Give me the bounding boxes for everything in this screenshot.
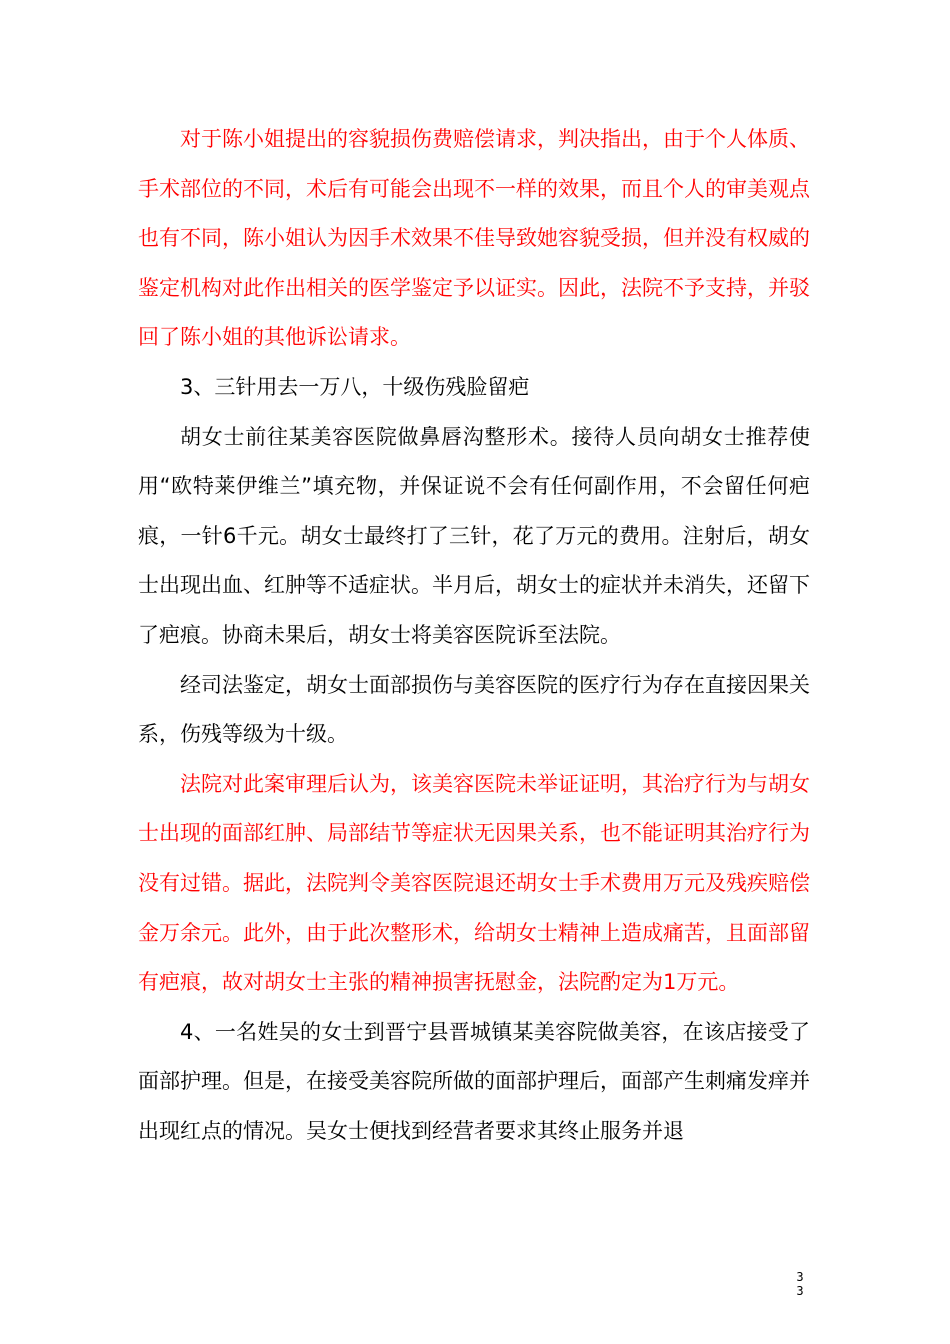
paragraph-case-4: 4、一名姓吴的女士到晋宁县晋城镇某美容院做美容，在该店接受了面部护理。但是，在接受美容院所做的面部护理后，面部产生刺痛发痒并出现红点的情况。吴女士便找到经营者要求其终止服务并退 [138,1019,810,1143]
heading-case-3: 3、三针用去一万八，十级伤残脸留疤 [180,374,530,399]
page-number-digit: 3 [796,1270,804,1284]
paragraph-ruling-hu: 法院对此案审理后认为，该美容医院未举证证明，其治疗行为与胡女士出现的面部红肿、局部结节等症状无因果关系，也不能证明其治疗行为没有过错。据此，法院判令美容医院退还胡女士手术费用万元及残疾赔偿金万余元。此外，由于此次整形术，给胡女士精神上造成痛苦，且面部留有疤痕，故对胡女士主张的精神损害抚慰金，法院酌定为1万元。 [138,771,810,995]
paragraph-ruling-chen: 对于陈小姐提出的容貌损伤费赔偿请求，判决指出，由于个人体质、手术部位的不同，术后有可能会出现不一样的效果，而且个人的审美观点也有不同，陈小姐认为因手术效果不佳导致她容貌受损，但并没有权威的鉴定机构对此作出相关的医学鉴定予以证实。因此，法院不予支持，并驳回了陈小姐的其他诉讼请求。 [138,127,810,350]
paragraph-case-3-facts: 胡女士前往某美容医院做鼻唇沟整形术。接待人员向胡女士推荐使用“欧特莱伊维兰”填充物，并保证说不会有任何副作用，不会留任何疤痕，一针6千元。胡女士最终打了三针，花了万元的费用。注射后，胡女士出现出血、红肿等不适症状。半月后，胡女士的症状并未消失，还留下了疤痕。协商未果后，胡女士将美容医院诉至法院。 [138,424,810,647]
paragraph-case-3-appraisal: 经司法鉴定，胡女士面部损伤与美容医院的医疗行为存在直接因果关系，伤残等级为十级。 [138,672,810,747]
page-number-digit: 3 [796,1284,804,1298]
document-body [138,115,810,1156]
page-number [790,1270,810,1298]
